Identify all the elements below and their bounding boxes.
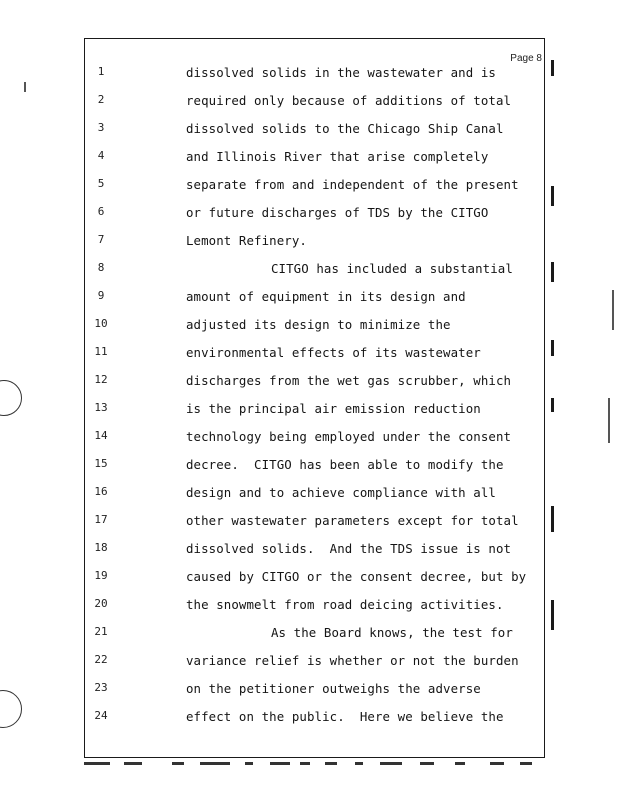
line-text: caused by CITGO or the consent decree, but by (186, 569, 527, 584)
line-number: 7 (97, 233, 105, 246)
page-number: Page 8 (510, 53, 542, 64)
margin-bar (551, 600, 554, 630)
margin-bar (551, 398, 554, 412)
line-text: discharges from the wet gas scrubber, which (186, 373, 512, 388)
line-text: CITGO has included a substantial (271, 261, 513, 276)
bottom-rule (245, 762, 253, 765)
transcript-frame (84, 38, 545, 758)
line-text: amount of equipment in its design and (186, 289, 466, 304)
line-text: dissolved solids. And the TDS issue is not (186, 541, 512, 556)
line-text: variance relief is whether or not the burden (186, 653, 519, 668)
line-text: is the principal air emission reduction (186, 401, 481, 416)
line-number: 4 (97, 149, 105, 162)
line-number: 23 (94, 681, 108, 694)
bottom-rule (200, 762, 230, 765)
line-number: 24 (94, 709, 108, 722)
line-number: 3 (97, 121, 105, 134)
line-text: technology being employed under the consent (186, 429, 512, 444)
line-number: 6 (97, 205, 105, 218)
bottom-rule (172, 762, 184, 765)
punch-hole-top (0, 380, 22, 416)
bottom-rule (490, 762, 504, 765)
line-number: 5 (97, 177, 105, 190)
bottom-rule (420, 762, 434, 765)
line-number: 21 (94, 625, 108, 638)
line-text: Lemont Refinery. (186, 233, 307, 248)
line-text: other wastewater parameters except for total (186, 513, 519, 528)
bottom-rule (455, 762, 465, 765)
line-text: design and to achieve compliance with all (186, 485, 496, 500)
margin-bar (551, 186, 554, 206)
line-text: or future discharges of TDS by the CITGO (186, 205, 489, 220)
bottom-rule (520, 762, 532, 765)
line-text: separate from and independent of the present (186, 177, 519, 192)
scan-mark (24, 82, 26, 92)
line-text: dissolved solids in the wastewater and is (186, 65, 496, 80)
line-number: 10 (94, 317, 108, 330)
margin-bar (551, 506, 554, 532)
margin-bar (551, 340, 554, 356)
line-number: 9 (97, 289, 105, 302)
line-number: 22 (94, 653, 108, 666)
line-text: decree. CITGO has been able to modify the (186, 457, 504, 472)
punch-hole-bottom (0, 690, 22, 728)
line-number: 2 (97, 93, 105, 106)
line-text: on the petitioner outweighs the adverse (186, 681, 481, 696)
line-number: 8 (97, 261, 105, 274)
bottom-rule (325, 762, 337, 765)
bottom-rule (270, 762, 290, 765)
bottom-rule (300, 762, 310, 765)
scan-mark (612, 290, 614, 330)
line-text: and Illinois River that arise completely (186, 149, 489, 164)
line-text: As the Board knows, the test for (271, 625, 513, 640)
line-text: the snowmelt from road deicing activities. (186, 597, 504, 612)
line-text: effect on the public. Here we believe the (186, 709, 504, 724)
line-text: environmental effects of its wastewater (186, 345, 481, 360)
line-number: 11 (94, 345, 108, 358)
margin-bar (551, 262, 554, 282)
line-number: 17 (94, 513, 108, 526)
line-number: 19 (94, 569, 108, 582)
line-number: 20 (94, 597, 108, 610)
line-number: 12 (94, 373, 108, 386)
line-text: adjusted its design to minimize the (186, 317, 451, 332)
line-number: 13 (94, 401, 108, 414)
line-number: 18 (94, 541, 108, 554)
line-text: required only because of additions of total (186, 93, 512, 108)
line-number: 14 (94, 429, 108, 442)
scan-mark (608, 398, 610, 443)
margin-bar (551, 60, 554, 76)
bottom-rule (84, 762, 110, 765)
bottom-rule (124, 762, 142, 765)
line-text: dissolved solids to the Chicago Ship Canal (186, 121, 504, 136)
bottom-rule (380, 762, 402, 765)
line-number: 15 (94, 457, 108, 470)
line-number: 16 (94, 485, 108, 498)
bottom-rule (355, 762, 363, 765)
line-number: 1 (97, 65, 105, 78)
